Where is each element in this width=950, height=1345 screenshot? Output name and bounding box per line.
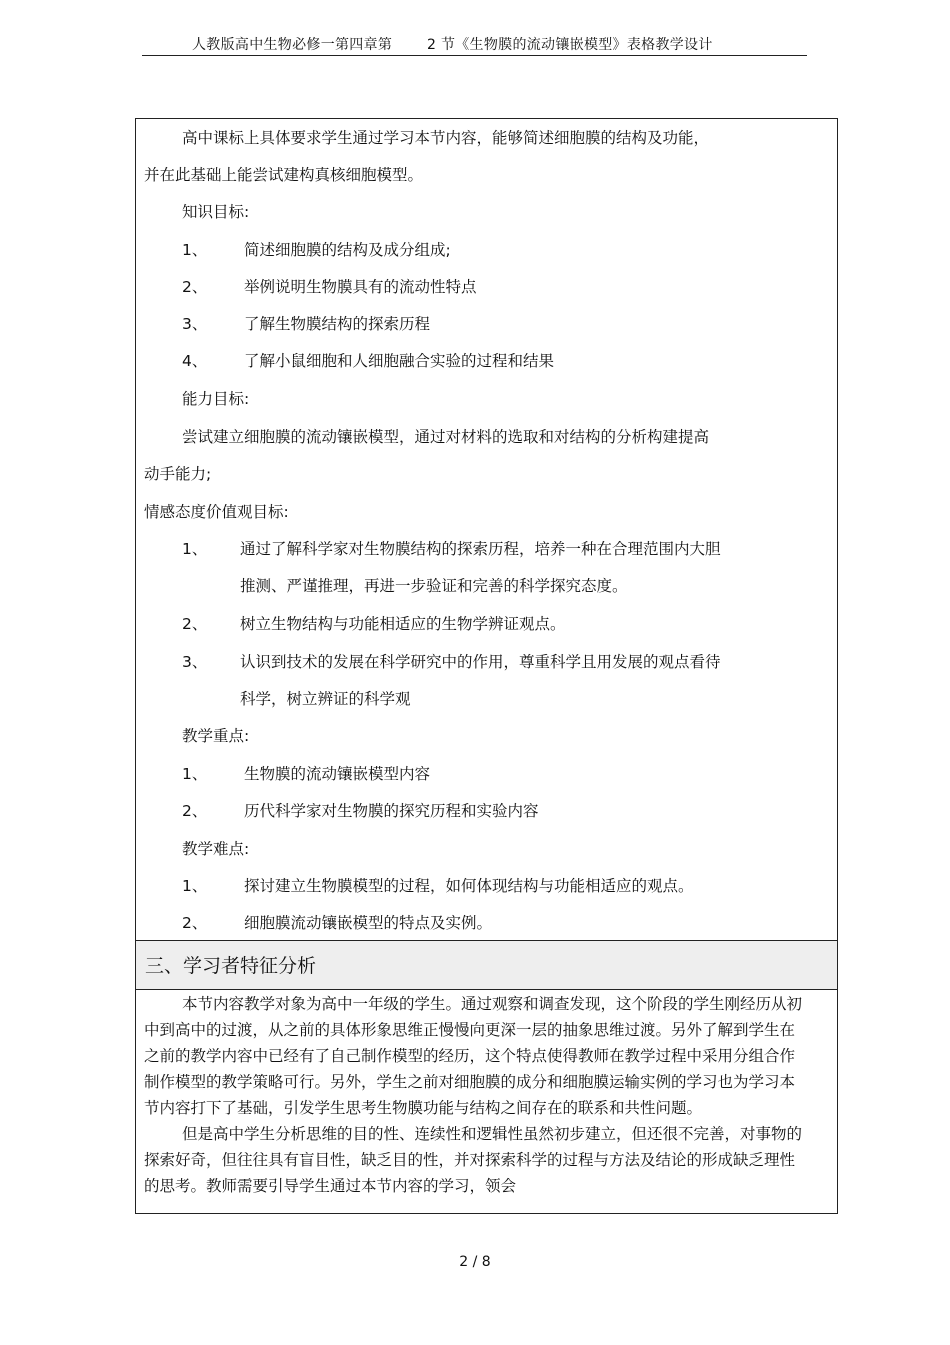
header-title-left: 人教版高中生物必修一第四章第: [192, 37, 393, 53]
knowledge-item: 了解生物膜结构的探索历程: [244, 315, 431, 333]
knowledge-item: 了解小鼠细胞和人细胞融合实验的过程和结果: [244, 352, 555, 370]
difficult-point-item: 细胞膜流动镶嵌模型的特点及实例。: [244, 914, 493, 932]
header-title-right: 2 节《生物膜的流动镶嵌模型》表格教学设计: [427, 37, 713, 53]
knowledge-heading: 知识目标:: [182, 203, 250, 221]
ability-line-1: 尝试建立细胞膜的流动镶嵌模型，通过对材料的选取和对结构的分析构建提高: [182, 428, 710, 446]
difficult-point-item: 探讨建立生物膜模型的过程，如何体现结构与功能相适应的观点。: [244, 877, 694, 895]
learner-analysis-text: [144, 991, 804, 1199]
page-header: [142, 34, 807, 56]
emotion-item-line: 科学，树立辨证的科学观: [240, 690, 411, 708]
emotion-number: 1、: [182, 540, 208, 558]
knowledge-number: 4、: [182, 352, 208, 370]
section-heading-learner-analysis: 三、学习者特征分析: [135, 940, 838, 990]
key-point-number: 2、: [182, 802, 208, 820]
page-number: 2 / 8: [459, 1254, 491, 1270]
difficult-points-heading: 教学难点:: [182, 840, 250, 858]
ability-line-2: 动手能力;: [144, 465, 212, 483]
difficult-point-number: 1、: [182, 877, 208, 895]
emotion-item-line: 认识到技术的发展在科学研究中的作用，尊重科学且用发展的观点看待: [240, 653, 721, 671]
emotion-item-line: 树立生物结构与功能相适应的生物学辨证观点。: [240, 615, 566, 633]
learner-paragraph-2: 但是高中学生分析思维的目的性、连续性和逻辑性虽然初步建立，但还很不完善，对事物的探索好奇，但往往具有盲目性，缺乏目的性，并对探索科学的过程与方法及结论的形成缺乏理性的思考。教师需要引导学生通过本节内容的学习，领会: [144, 1125, 803, 1195]
knowledge-number: 3、: [182, 315, 208, 333]
emotion-number: 2、: [182, 615, 208, 633]
emotion-item-line: 通过了解科学家对生物膜结构的探索历程，培养一种在合理范围内大胆: [240, 540, 721, 558]
key-point-number: 1、: [182, 765, 208, 783]
key-point-item: 历代科学家对生物膜的探究历程和实验内容: [244, 802, 539, 820]
key-point-item: 生物膜的流动镶嵌模型内容: [244, 765, 431, 783]
knowledge-item: 举例说明生物膜具有的流动性特点: [244, 278, 477, 296]
emotion-item-line: 推测、严谨推理，再进一步验证和完善的科学探究态度。: [240, 577, 628, 595]
ability-heading: 能力目标:: [182, 390, 250, 408]
learner-paragraph-1: 本节内容教学对象为高中一年级的学生。通过观察和调查发现，这个阶段的学生刚经历从初中到高中的过渡，从之前的具体形象思维正慢慢向更深一层的抽象思维过渡。另外了解到学生在之前的教学内容中已经有了自己制作模型的经历，这个特点使得教师在教学过程中采用分组合作制作模型的教学策略可行。另外，学生之前对细胞膜的成分和细胞膜运输实例的学习也为学习本节内容打下了基础，引发学生思考生物膜功能与结构之间存在的联系和共性问题。: [144, 995, 803, 1117]
intro-line-1: 高中课标上具体要求学生通过学习本节内容，能够简述细胞膜的结构及功能，: [182, 129, 710, 147]
key-points-heading: 教学重点:: [182, 727, 250, 745]
difficult-point-number: 2、: [182, 914, 208, 932]
knowledge-number: 1、: [182, 241, 208, 259]
emotion-heading: 情感态度价值观目标:: [144, 503, 289, 521]
knowledge-item: 简述细胞膜的结构及成分组成;: [244, 241, 451, 259]
intro-line-2: 并在此基础上能尝试建构真核细胞模型。: [144, 166, 424, 184]
knowledge-number: 2、: [182, 278, 208, 296]
emotion-number: 3、: [182, 653, 208, 671]
